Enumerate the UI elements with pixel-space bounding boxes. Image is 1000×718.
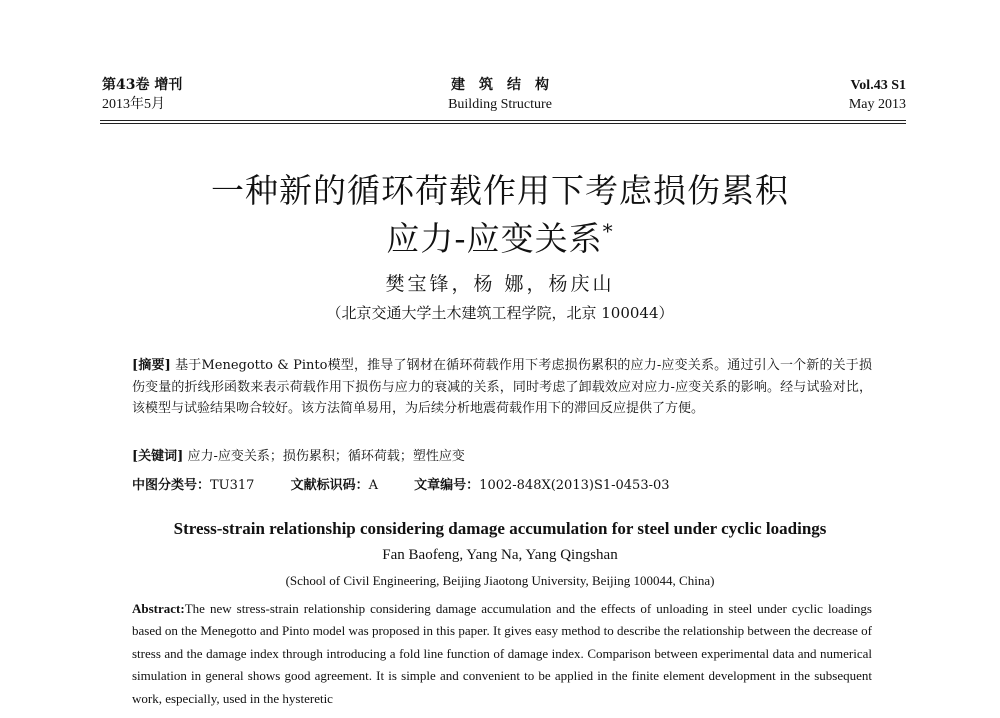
date-en: May 2013	[848, 97, 906, 112]
header-rule-bottom	[100, 123, 906, 124]
keywords-text: 应力-应变关系；损伤累积；循环荷载；塑性应变	[187, 449, 465, 464]
journal-name-cn: 建筑结构	[451, 77, 563, 93]
abstract-en	[132, 598, 872, 710]
date-cn: 2013年5月	[102, 97, 165, 112]
paper-title-line2-text: 应力-应变关系	[386, 219, 603, 258]
affiliation-en: (School of Civil Engineering, Beijing Jiaotong University, Beijing 100044, China)	[285, 573, 715, 588]
abstract-cn-label: [摘要]	[132, 358, 171, 373]
affiliation-cn: （北京交通大学土木建筑工程学院，北京 100044）	[326, 304, 674, 322]
abstract-en-text: The new stress-strain relationship considering damage accumulation and the effects of unloading in steel under cyclic loadings based on the Menegotto and Pinto model was proposed in this paper. It gives easy method to describe the relationship between the decrease of stress and the damage index through introducing a fold line function of damage index. Comparison between experimental data and numerical simulation in general shows good agreement. It is simple and convenient to be applied in the finite element development in the subsequent work, especially, used in the hysteretic	[132, 601, 872, 706]
article-number-label: 文章编号：	[414, 478, 480, 493]
header-rule-top	[100, 120, 906, 121]
paper-title-line2	[0, 218, 1000, 260]
authors-en: Fan Baofeng, Yang Na, Yang Qingshan	[382, 547, 618, 563]
doc-code-label: 文献标识码：	[290, 478, 369, 493]
doc-code-value: A	[368, 478, 379, 493]
classification-line	[132, 474, 702, 493]
volume-cn: 第43卷 增刊	[102, 77, 183, 93]
clc-value: TU317	[210, 478, 255, 493]
paper-title-line1: 一种新的循环荷载作用下考虑损伤累积	[211, 171, 789, 210]
keywords-cn	[132, 445, 465, 464]
journal-volume-en	[849, 76, 906, 114]
abstract-cn	[132, 355, 872, 420]
abstract-cn-text: 基于Menegotto & Pinto模型，推导了钢材在循环荷载作用下考虑损伤累积的应力-应变关系。通过引入一个新的关于损伤变量的折线形函数来表示荷载作用下损伤与应力的衰减的关系，同时考虑了卸载效应对应力-应变关系的影响。经与试验对比，该模型与试验结果吻合较好。该方法简单易用，为后续分析地震荷载作用下的滞回反应提供了方便。	[132, 358, 872, 416]
journal-name-en: Building Structure	[448, 97, 552, 112]
volume-en: Vol.43 S1	[850, 78, 906, 93]
authors-cn: 樊宝锋，杨 娜，杨庆山	[385, 273, 615, 295]
abstract-en-label: Abstract:	[132, 601, 185, 616]
clc-label: 中图分类号：	[132, 478, 211, 493]
article-number-value: 1002-848X(2013)S1-0453-03	[479, 478, 670, 493]
keywords-label: [关键词]	[132, 449, 184, 464]
paper-title-en: Stress-strain relationship considering damage accumulation for steel under cyclic loadings	[173, 519, 827, 538]
footnote-mark: *	[602, 219, 614, 243]
